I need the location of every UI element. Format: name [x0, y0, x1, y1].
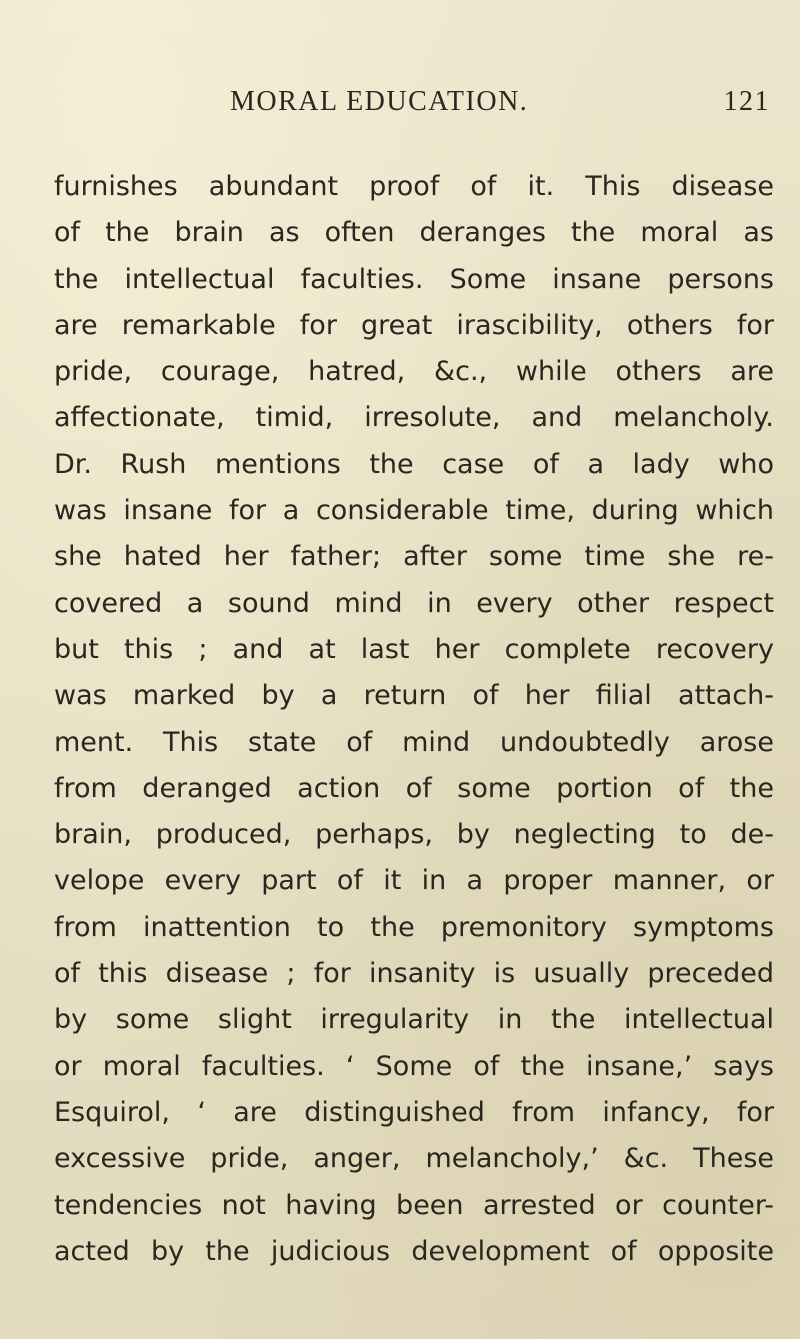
text-line: ment. This state of mind undoubtedly arose	[54, 726, 774, 758]
text-line: excessive pride, anger, melancholy,’ &c. These	[54, 1143, 774, 1175]
text-line: Esquirol, ‘ are distinguished from infancy, for	[54, 1096, 774, 1128]
text-line: but this ; and at last her complete recovery	[54, 633, 774, 665]
text-line: pride, courage, hatred, &c., while others are	[54, 356, 774, 388]
text-line: of this disease ; for insanity is usually preceded	[54, 958, 774, 990]
text-line: the intellectual faculties. Some insane persons	[54, 263, 774, 295]
text-line: was marked by a return of her filial attach-	[54, 680, 774, 712]
text-line: velope every part of it in a proper manner, or	[54, 865, 774, 897]
text-line: was insane for a considerable time, during which	[54, 495, 774, 527]
text-line: brain, produced, perhaps, by neglecting to de-	[54, 819, 774, 851]
running-head	[230, 86, 770, 126]
text-line: Dr. Rush mentions the case of a lady who	[54, 448, 774, 480]
body-text	[54, 164, 774, 1275]
text-line: covered a sound mind in every other respect	[54, 587, 774, 619]
text-line: from inattention to the premonitory symptoms	[54, 911, 774, 943]
text-line: furnishes abundant proof of it. This disease	[54, 171, 774, 202]
text-line: of the brain as often deranges the moral as	[54, 217, 774, 249]
text-line: by some slight irregularity in the intellectual	[54, 1004, 774, 1036]
running-title: MORAL EDUCATION.	[230, 86, 529, 117]
page-number: 121	[723, 86, 770, 117]
text-line: she hated her father; after some time she re-	[54, 541, 774, 573]
text-line: affectionate, timid, irresolute, and melancholy.	[54, 402, 774, 434]
text-line: from deranged action of some portion of the	[54, 772, 774, 804]
text-line: or moral faculties. ‘ Some of the insane,’ says	[54, 1050, 774, 1082]
text-line: acted by the judicious development of opposite	[54, 1235, 774, 1267]
text-line: tendencies not having been arrested or counter-	[54, 1189, 774, 1221]
text-line: are remarkable for great irascibility, others for	[54, 309, 774, 341]
